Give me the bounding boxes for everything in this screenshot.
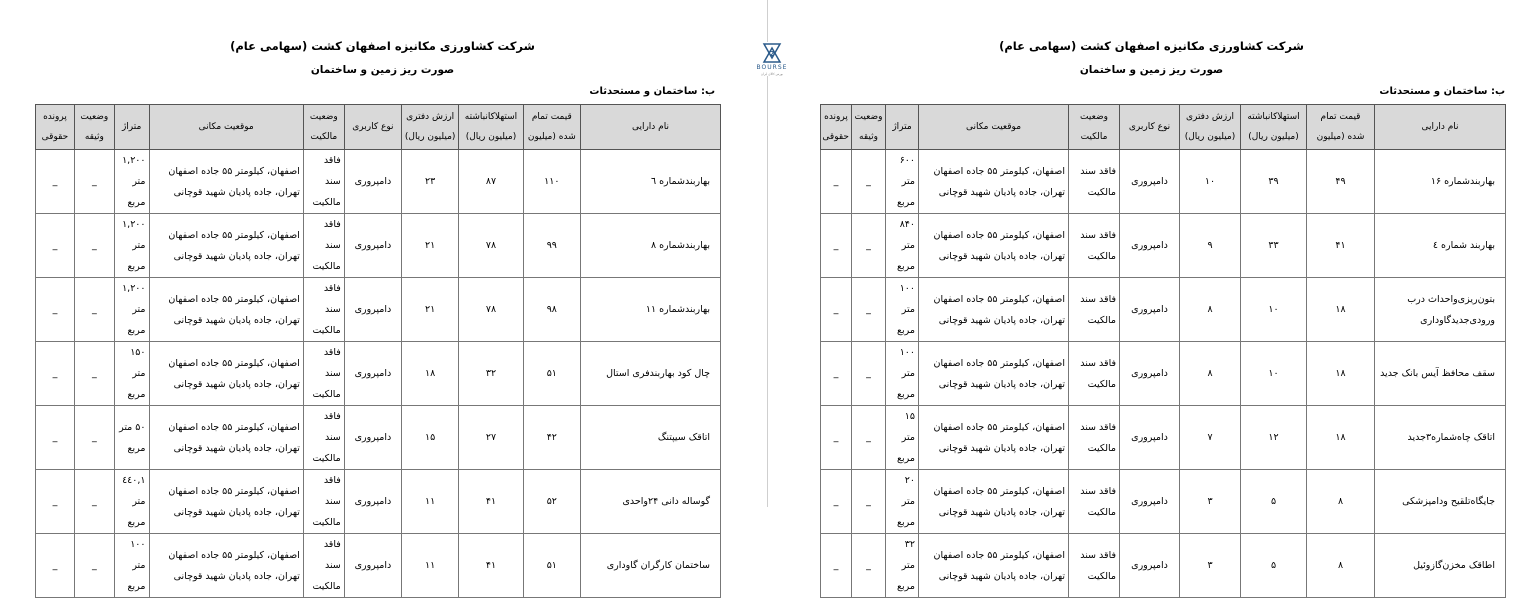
collateral-cell: _ [74,342,114,406]
location-line2: تهران، جاده پادیان شهید قوچانی [938,250,1065,262]
depreciation-cell: ۵ [1241,534,1307,598]
area-line1: ۱۰۰ متر [899,283,915,315]
header-legal-case [36,105,75,150]
location-cell [919,342,1069,406]
location-cell [919,150,1069,214]
table-row [36,470,721,534]
table-row [821,342,1506,406]
area-cell [886,278,919,342]
asset-name-cell: بهاربند شماره ٤ [1375,214,1506,278]
ownership-line2: مالکیت [1087,570,1116,582]
book-value-cell: ۷ [1180,406,1241,470]
depreciation-cell: ۴۱ [459,534,523,598]
table-row [821,406,1506,470]
area-cell [114,406,149,470]
depreciation-cell: ۷۸ [459,214,523,278]
area-line1: ۱,٤٤۰ [122,475,146,486]
ownership-cell [303,214,344,278]
ownership-cell [1069,214,1120,278]
location-line2: تهران، جاده پادیان شهید قوچانی [938,570,1065,582]
location-line2: تهران، جاده پادیان شهید قوچانی [938,186,1065,198]
ownership-cell [1069,150,1120,214]
asset-name-cell: بهاربندشماره ۱۱ [580,278,720,342]
area-line2: مربع [896,389,915,400]
cost-cell: ۵۲ [523,470,580,534]
usage-cell: دامپروری [1120,470,1180,534]
table-row [36,278,721,342]
location-line2: تهران، جاده پادیان شهید قوچانی [173,250,300,262]
book-value-cell: ۱۵ [402,406,459,470]
cost-cell: ۴۹ [1307,150,1375,214]
header-cost-line2: شده (میلیون [1316,132,1365,142]
book-value-cell: ۳ [1180,470,1241,534]
ownership-cell [1069,406,1120,470]
collateral-cell: _ [852,342,886,406]
ownership-line2: مالکیت [1087,186,1116,198]
ownership-cell [1069,278,1120,342]
usage-cell: دامپروری [1120,150,1180,214]
ownership-line1: فاقد سند [1080,229,1116,241]
cost-cell: ۱۸ [1307,342,1375,406]
area-cell [114,278,149,342]
header-usage: نوع کاربری [1120,105,1180,150]
ownership-cell [303,406,344,470]
usage-cell: دامپروری [1120,214,1180,278]
svg-text:2: 2 [769,50,775,58]
header-depreciation-line2: (میلیون ریال) [1248,132,1299,142]
header-location: موقعیت مکانی [919,105,1069,150]
location-line2: تهران، جاده پادیان شهید قوچانی [938,314,1065,326]
header-row [36,105,721,150]
header-cost [523,105,580,150]
area-line1: ۱,۲۰۰ [122,155,146,166]
area-line2: مربع [127,581,146,592]
ownership-line2: مالکیت [312,261,341,272]
header-book-value [402,105,459,150]
header-depreciation [1241,105,1307,150]
cost-cell: ۵۱ [523,342,580,406]
collateral-cell: _ [74,278,114,342]
location-line2: تهران، جاده پادیان شهید قوچانی [938,378,1065,390]
depreciation-cell: ۳۹ [1241,150,1307,214]
area-line2: مربع [896,581,915,592]
cost-cell: ۴۱ [1307,214,1375,278]
depreciation-cell: ۱۰ [1241,278,1307,342]
legal-case-cell: _ [821,150,852,214]
book-value-cell: ۳ [1180,534,1241,598]
header-area: متراژ [886,105,919,150]
book-value-cell: ۲۱ [402,214,459,278]
collateral-cell: _ [74,150,114,214]
usage-cell: دامپروری [344,278,401,342]
area-line2: متر مربع [127,176,146,208]
area-cell [114,534,149,598]
usage-cell: دامپروری [344,406,401,470]
ownership-cell [303,150,344,214]
cost-cell: ۵۱ [523,534,580,598]
location-line1: اصفهان، کیلومتر ۵۵ جاده اصفهان [168,293,300,305]
header-book-value-line2: (میلیون ریال) [404,132,456,142]
table-row [821,278,1506,342]
area-line1: ۳۲ متر [901,539,915,571]
location-line1: اصفهان، کیلومتر ۵۵ جاده اصفهان [933,229,1065,241]
ownership-line1: فاقد سند [1080,485,1116,497]
ownership-cell [1069,534,1120,598]
ownership-line2: مالکیت [312,197,341,208]
location-cell [919,214,1069,278]
location-line2: تهران، جاده پادیان شهید قوچانی [173,378,300,390]
table-row [36,342,721,406]
book-value-cell: ۲۱ [402,278,459,342]
header-legal-case-line1: پرونده [43,112,67,122]
ownership-cell [1069,470,1120,534]
asset-name-cell: جایگاه‌تلقیح ودامپزشکی [1375,470,1506,534]
header-asset-name: نام دارایی [580,105,720,150]
depreciation-cell: ۱۰ [1241,342,1307,406]
asset-name-cell [1375,278,1506,342]
assets-table [820,104,1506,598]
asset-name-cell: چال کود بهاربندفری استال [580,342,720,406]
depreciation-cell: ۲۷ [459,406,523,470]
location-line2: تهران، جاده پادیان شهید قوچانی [173,186,300,198]
header-depreciation-line1: استهلاکانباشته [464,112,518,122]
area-cell [114,150,149,214]
cost-cell: ۴۲ [523,406,580,470]
asset-name-cell: ساختمان کارگران گاوداری [580,534,720,598]
book-value-cell: ۲۳ [402,150,459,214]
location-cell [149,406,303,470]
table-row [36,150,721,214]
usage-cell: دامپروری [344,534,401,598]
area-cell [114,342,149,406]
header-cost-line1: قیمت تمام [531,112,572,122]
section-heading: ب: ساختمان و مستحدثات [589,86,715,97]
area-line2: مربع [896,197,915,208]
ownership-line2: مالکیت [312,453,341,464]
area-cell [886,342,919,406]
area-cell [886,534,919,598]
collateral-cell: _ [74,534,114,598]
collateral-cell: _ [74,214,114,278]
asset-name-cell: گوساله دانی ۲۴واحدی [580,470,720,534]
depreciation-cell: ۸۷ [459,150,523,214]
page-divider [767,0,768,507]
legal-case-cell: _ [36,406,75,470]
area-line2: مربع [127,389,146,400]
cost-cell: ۱۱۰ [523,150,580,214]
table-row [821,470,1506,534]
asset-name-cell: بهاربندشماره ۱۶ [1375,150,1506,214]
area-line1: ۱۰۰ متر [899,347,915,379]
usage-cell: دامپروری [344,150,401,214]
location-cell [149,214,303,278]
depreciation-cell: ۳۲ [459,342,523,406]
legal-case-cell: _ [821,342,852,406]
location-line1: اصفهان، کیلومتر ۵۵ جاده اصفهان [168,165,300,177]
usage-cell: دامپروری [344,342,401,406]
header-collateral-line2: وثیقه [84,132,104,142]
location-line1: اصفهان، کیلومتر ۵۵ جاده اصفهان [933,293,1065,305]
cost-cell: ۹۹ [523,214,580,278]
legal-case-cell: _ [821,534,852,598]
header-book-value-line1: ارزش دفتری [1185,112,1235,122]
ownership-line1: فاقد سند [323,539,341,571]
logo-tagline: بورس کالای ایران [760,72,784,76]
location-cell [149,342,303,406]
header-legal-case-line1: پرونده [824,112,848,122]
ownership-line2: مالکیت [312,325,341,336]
location-line1: اصفهان، کیلومتر ۵۵ جاده اصفهان [933,165,1065,177]
book-value-cell: ۹ [1180,214,1241,278]
ownership-line1: فاقد سند [323,411,341,443]
collateral-cell: _ [852,278,886,342]
ownership-cell [303,278,344,342]
depreciation-cell: ۷۸ [459,278,523,342]
header-legal-case-line2: حقوقی [41,132,69,142]
cost-cell: ۱۸ [1307,406,1375,470]
area-line2: متر مربع [127,304,146,336]
header-cost-line1: قیمت تمام [1320,112,1361,122]
location-cell [919,470,1069,534]
area-line2: مربع [896,261,915,272]
depreciation-cell: ۳۳ [1241,214,1307,278]
header-collateral-line1: وضعیت [854,112,883,122]
ownership-line2: مالکیت [312,517,341,528]
ownership-line1: فاقد سند [1080,421,1116,433]
ownership-cell [1069,342,1120,406]
area-line2: مربع [896,453,915,464]
ownership-line1: فاقد سند [1080,293,1116,305]
area-cell [886,406,919,470]
location-cell [149,278,303,342]
asset-name-cell: سقف محافظ آیس بانک جدید [1375,342,1506,406]
usage-cell: دامپروری [1120,406,1180,470]
collateral-cell: _ [852,150,886,214]
ownership-line2: مالکیت [1087,378,1116,390]
header-row [821,105,1506,150]
location-cell [919,406,1069,470]
area-cell [886,470,919,534]
legal-case-cell: _ [36,342,75,406]
legal-case-cell: _ [36,470,75,534]
location-line2: تهران، جاده پادیان شهید قوچانی [938,442,1065,454]
ownership-line2: مالکیت [312,389,341,400]
header-ownership-line1: وضعیت [1080,112,1108,122]
area-line2: مربع [896,517,915,528]
legal-case-cell: _ [36,214,75,278]
table-row [36,406,721,470]
cost-cell: ۸ [1307,534,1375,598]
ownership-cell [303,342,344,406]
usage-cell: دامپروری [344,470,401,534]
depreciation-cell: ۵ [1241,470,1307,534]
header-book-value [1180,105,1241,150]
usage-cell: دامپروری [1120,534,1180,598]
book-value-cell: ۱۸ [402,342,459,406]
header-cost [1307,105,1375,150]
area-line1: ۱۰۰ متر [130,539,146,571]
ownership-line2: مالکیت [1087,506,1116,518]
asset-name-line2: ورودی‌جدیدگاوداری [1420,314,1495,326]
location-line2: تهران، جاده پادیان شهید قوچانی [173,314,300,326]
ownership-line1: فاقد سند [323,475,341,507]
collateral-cell: _ [852,470,886,534]
location-line1: اصفهان، کیلومتر ۵۵ جاده اصفهان [168,229,300,241]
ownership-line1: فاقد سند [323,347,341,379]
asset-name-cell: اتاقک سیپتنگ [580,406,720,470]
header-usage: نوع کاربری [344,105,401,150]
legal-case-cell: _ [821,406,852,470]
header-cost-line2: شده (میلیون [527,132,576,142]
header-depreciation-line2: (میلیون ریال) [465,132,517,142]
depreciation-cell: ۴۱ [459,470,523,534]
location-line1: اصفهان، کیلومتر ۵۵ جاده اصفهان [933,549,1065,561]
header-collateral-line2: وثیقه [859,132,878,142]
area-cell [886,150,919,214]
legal-case-cell: _ [36,150,75,214]
area-line1: ۵۰ متر [119,421,146,433]
book-value-cell: ۸ [1180,278,1241,342]
ownership-line1: فاقد سند [1080,165,1116,177]
assets-table [35,104,721,598]
logo-text: BOURSE [756,64,788,71]
header-ownership [1069,105,1120,150]
asset-name-line1: بتون‌ریزی‌واحداث درب [1407,293,1495,305]
asset-name-cell: اتاقک چاه‌شماره۳جدید [1375,406,1506,470]
area-line2: مربع [896,325,915,336]
usage-cell: دامپروری [1120,278,1180,342]
ownership-line2: مالکیت [1087,314,1116,326]
area-line2: مربع [127,442,146,454]
area-line2: متر مربع [127,240,146,272]
area-line1: ۱۵ متر [901,411,915,443]
area-line1: ۸۴۰ متر [899,219,915,251]
location-cell [149,534,303,598]
location-line1: اصفهان، کیلومتر ۵۵ جاده اصفهان [168,421,300,433]
ownership-line1: فاقد سند [1080,549,1116,561]
depreciation-cell: ۱۲ [1241,406,1307,470]
area-line1: ۶۰۰ متر [899,155,915,187]
ownership-cell [303,470,344,534]
legal-case-cell: _ [821,470,852,534]
collateral-cell: _ [852,214,886,278]
cost-cell: ۸ [1307,470,1375,534]
collateral-cell: _ [852,406,886,470]
header-collateral-line1: وضعیت [80,112,109,122]
location-line1: اصفهان، کیلومتر ۵۵ جاده اصفهان [168,485,300,497]
ownership-line2: مالکیت [1087,250,1116,262]
header-location: موقعیت مکانی [149,105,303,150]
table-row [821,150,1506,214]
book-value-cell: ۸ [1180,342,1241,406]
ownership-line1: فاقد سند [1080,357,1116,369]
asset-name-cell: بهاربندشماره ۸ [580,214,720,278]
header-book-value-line1: ارزش دفتری [406,112,455,122]
location-line1: اصفهان، کیلومتر ۵۵ جاده اصفهان [168,549,300,561]
legal-case-cell: _ [821,214,852,278]
header-area: متراژ [114,105,149,150]
location-line2: تهران، جاده پادیان شهید قوچانی [938,506,1065,518]
collateral-cell: _ [74,406,114,470]
location-cell [919,278,1069,342]
location-line1: اصفهان، کیلومتر ۵۵ جاده اصفهان [168,357,300,369]
company-title: شرکت کشاورزی مکانیزه اصفهان کشت (سهامی عام) [999,39,1304,53]
company-title: شرکت کشاورزی مکانیزه اصفهان کشت (سهامی عام) [230,39,535,53]
location-line1: اصفهان، کیلومتر ۵۵ جاده اصفهان [933,357,1065,369]
collateral-cell: _ [852,534,886,598]
legal-case-cell: _ [36,534,75,598]
area-cell [114,470,149,534]
area-line1: ۲۰ متر [901,475,915,507]
location-cell [149,150,303,214]
book-value-cell: ۱۱ [402,534,459,598]
ownership-line2: مالکیت [312,581,341,592]
cost-cell: ۹۸ [523,278,580,342]
book-value-cell: ۱۰ [1180,150,1241,214]
header-depreciation-line1: استهلاکانباشته [1247,112,1300,122]
header-ownership-line1: وضعیت [309,112,338,122]
cost-cell: ۱۸ [1307,278,1375,342]
table-row [821,214,1506,278]
report-subtitle: صورت ریز زمین و ساختمان [1079,64,1224,76]
location-line1: اصفهان، کیلومتر ۵۵ جاده اصفهان [933,485,1065,497]
collateral-cell: _ [74,470,114,534]
area-line2: متر مربع [127,496,146,528]
legal-case-cell: _ [36,278,75,342]
header-depreciation [459,105,523,150]
ownership-line2: مالکیت [1087,442,1116,454]
header-collateral [852,105,886,150]
report-subtitle: صورت ریز زمین و ساختمان [310,64,455,76]
area-line1: ۱,۲۰۰ [122,283,146,294]
ownership-line1: فاقد سند [323,155,341,187]
location-cell [919,534,1069,598]
area-cell [886,214,919,278]
usage-cell: دامپروری [344,214,401,278]
location-cell [149,470,303,534]
location-line2: تهران، جاده پادیان شهید قوچانی [173,570,300,582]
section-heading: ب: ساختمان و مستحدثات [1379,86,1505,97]
location-line2: تهران، جاده پادیان شهید قوچانی [173,506,300,518]
table-row [36,534,721,598]
location-line1: اصفهان، کیلومتر ۵۵ جاده اصفهان [933,421,1065,433]
area-cell [114,214,149,278]
header-ownership-line2: مالکیت [310,132,338,142]
ownership-line1: فاقد سند [323,283,341,315]
asset-name-cell: بهاربندشماره ٦ [580,150,720,214]
usage-cell: دامپروری [1120,342,1180,406]
header-collateral [74,105,114,150]
location-line2: تهران، جاده پادیان شهید قوچانی [173,442,300,454]
book-value-cell: ۱۱ [402,470,459,534]
table-row [36,214,721,278]
table-row [821,534,1506,598]
header-legal-case [821,105,852,150]
header-book-value-line2: (میلیون ریال) [1184,132,1236,142]
area-line1: ۱,۲۰۰ [122,219,146,230]
asset-name-cell: اطاقک مخزن‌گازوئیل [1375,534,1506,598]
area-line1: ۱۵۰ متر [130,347,146,379]
legal-case-cell: _ [821,278,852,342]
header-ownership [303,105,344,150]
header-legal-case-line2: حقوقی [822,132,849,142]
header-asset-name: نام دارایی [1375,105,1506,150]
ownership-cell [303,534,344,598]
ownership-line1: فاقد سند [323,219,341,251]
header-ownership-line2: مالکیت [1080,132,1108,142]
